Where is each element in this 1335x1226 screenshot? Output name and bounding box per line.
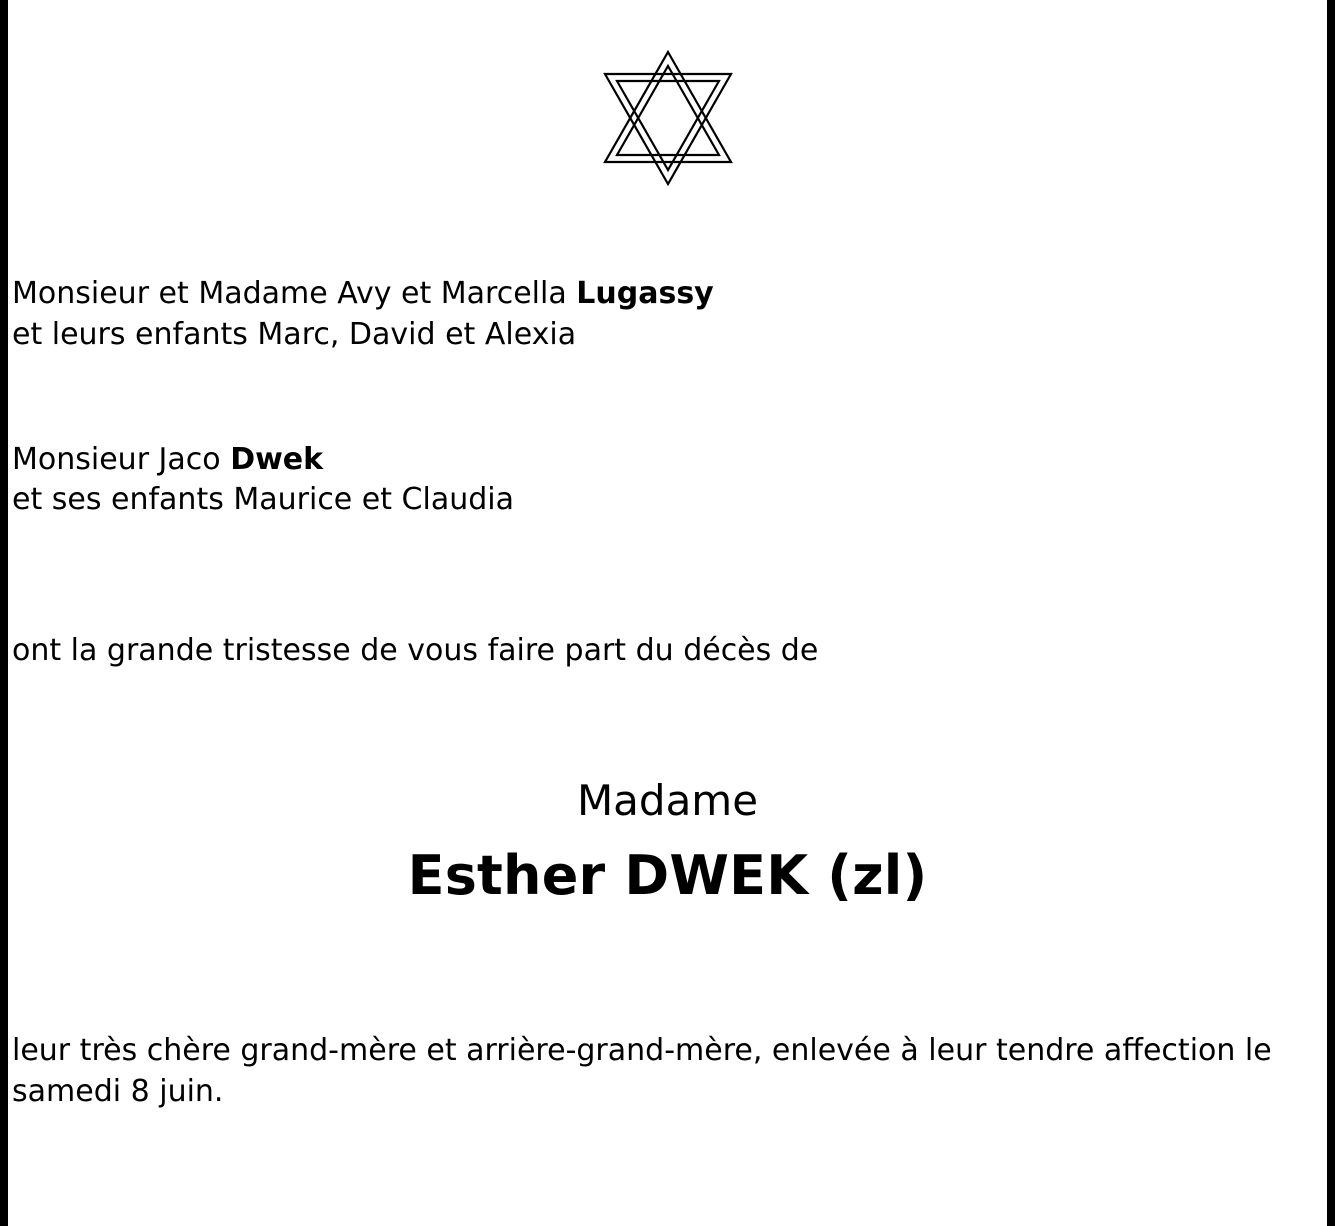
family-1-line-1 xyxy=(12,274,1323,315)
right-border-strip xyxy=(1327,0,1335,1226)
closing-line-2: samedi 8 juin. xyxy=(12,1073,224,1109)
card-content xyxy=(8,0,1327,1226)
announcement-sentence: ont la grande tristesse de vous faire part du décès de xyxy=(12,633,819,669)
deceased-section xyxy=(12,776,1323,909)
closing-paragraph xyxy=(12,1031,1323,1113)
family-block-1 xyxy=(12,274,1323,356)
family-2-surname: Dwek xyxy=(230,441,324,477)
family-2-prefix: Monsieur Jaco xyxy=(12,441,231,477)
family-block-2 xyxy=(12,440,1323,522)
honorific-label: Madame xyxy=(576,775,759,825)
family-2-line-1 xyxy=(12,440,1323,481)
family-2-line-2: et ses enfants Maurice et Claudia xyxy=(12,482,515,518)
announcement-text xyxy=(8,274,1327,1113)
deceased-name: Esther DWEK (zl) xyxy=(407,844,928,908)
family-1-line-2: et leurs enfants Marc, David et Alexia xyxy=(12,316,577,352)
family-1-surname: Lugassy xyxy=(576,276,714,311)
closing-line-1: leur très chère grand-mère et arrière-grand-mère, enlevée à leur tendre affection le xyxy=(12,1033,1272,1069)
family-1-prefix: Monsieur et Madame Avy et Marcella xyxy=(12,276,577,311)
star-of-david-icon xyxy=(8,0,1327,196)
left-border-strip xyxy=(0,0,8,1226)
